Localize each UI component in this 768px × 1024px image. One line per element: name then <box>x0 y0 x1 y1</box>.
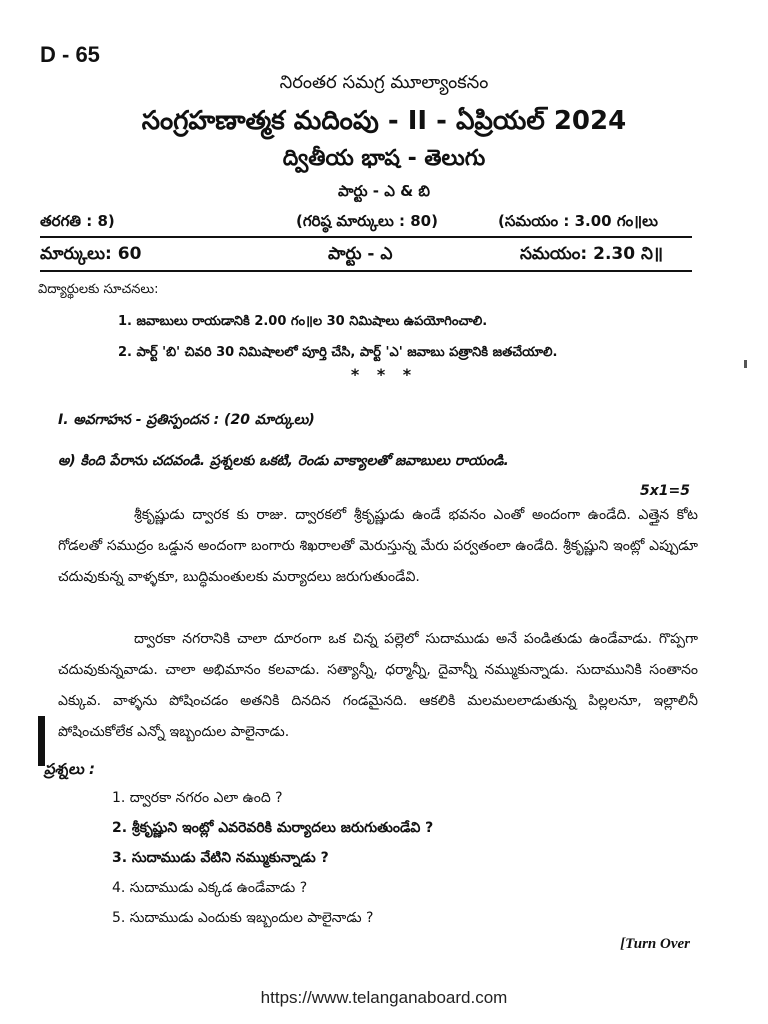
question-item: 3. సుదాముడు వేటిని నమ్ముకున్నాడు ? <box>112 850 329 866</box>
divider-line <box>40 236 692 238</box>
part-label: పార్టు - ఎ <box>328 244 393 264</box>
section-instruction: అ) కింది పేరాను చదవండి. ప్రశ్నలకు ఒకటి, రెండు వాక్యాలతో జవాబులు రాయండి. <box>58 453 509 469</box>
divider-line <box>40 270 692 272</box>
passage-paragraph: శ్రీకృష్ణుడు ద్వారక కు రాజు. ద్వారకలో శ్రీకృష్ణుడు ఉండే భవనం ఎంతో అందంగా ఉండేది. ఎత్తైన కోట గోడలతో సముద్రం ఒడ్డున అందంగా బంగారు శిఖరాలతో మెరుస్తున్న మేరు పర్వతంలా ఉండేది. శ్రీకృష్ణుని ఇంట్లో ఎప్పుడూ చదువుకున్న వాళ్ళకూ, బుద్ధిమంతులకు మర్యాదలు జరుగుతుండేవి. <box>58 507 698 585</box>
subject-title: ద్వితీయ భాష - తెలుగు <box>282 146 486 171</box>
question-item: 2. శ్రీకృష్ణుని ఇంట్లో ఎవరెవరికి మర్యాదలు జరుగుతుండేవి ? <box>112 820 434 836</box>
scan-margin-mark <box>38 716 45 766</box>
part-marks-label: మార్కులు: 60 <box>40 244 142 264</box>
exam-title: సంగ్రహణాత్మక మదింపు - II - ఏప్రియల్ 2024 <box>141 106 627 136</box>
marks-scheme: 5x1=5 <box>640 483 690 499</box>
question-item: 5. సుదాముడు ఎందుకు ఇబ్బందుల పాలైనాడు ? <box>112 910 374 926</box>
paper-code: D - 65 <box>40 42 100 67</box>
part-time-label: సమయం: 2.30 ని॥ <box>520 244 664 264</box>
section-heading: I. అవగాహన - ప్రతిస్పందన : (20 మార్కులు) <box>58 412 315 428</box>
parts-label: పార్టు - ఎ & బి <box>338 182 430 200</box>
question-item: 4. సుదాముడు ఎక్కడ ఉండేవాడు ? <box>112 880 308 896</box>
instructions-heading: విద్యార్థులకు సూచనలు: <box>38 282 159 297</box>
class-label: తరగతి : 8) <box>40 212 115 230</box>
instruction-item: 1. జవాబులు రాయడానికి 2.00 గం॥ల 30 నిమిషాలు ఉపయోగించాలి. <box>118 314 488 329</box>
turn-over-label: [Turn Over <box>620 936 690 952</box>
questions-heading: ప్రశ్నలు : <box>44 760 96 778</box>
total-time-label: (సమయం : 3.00 గం॥లు <box>498 212 658 230</box>
question-item: 1. ద్వారకా నగరం ఎలా ఉంది ? <box>112 790 283 806</box>
instruction-item: 2. పార్ట్ 'బి' చివరి 30 నిమిషాలలో పూర్తి చేసి, పార్ట్ 'ఎ' జవాబు పత్రానికి జతచేయాలి. <box>118 345 558 360</box>
header-line-cce: నిరంతర సమగ్ర మూల్యాంకనం <box>279 72 489 93</box>
website-link[interactable]: https://www.telanganaboard.com <box>260 988 508 1007</box>
scan-speck <box>744 360 747 368</box>
max-marks-label: (గరిష్ఠ మార్కులు : 80) <box>296 212 438 230</box>
passage-paragraph: ద్వారకా నగరానికి చాలా దూరంగా ఒక చిన్న పల్లెలో సుదాముడు అనే పండితుడు ఉండేవాడు. గొప్పగా చదువుకున్నవాడు. చాలా అభిమానం కలవాడు. సత్యాన్నీ, ధర్మాన్నీ, దైవాన్నీ నమ్ముకున్నాడు. సుదామునికి సంతానం ఎక్కువ. వాళ్ళను పోషించడం అతనికి దినదిన గండమైనది. ఆకలికి మలమలలాడుతున్న పిల్లలనూ, ఇల్లాలినీ పోషించుకోలేక ఎన్నో ఇబ్బందుల పాలైనాడు. <box>58 631 698 740</box>
separator-stars: * * * <box>350 365 418 384</box>
